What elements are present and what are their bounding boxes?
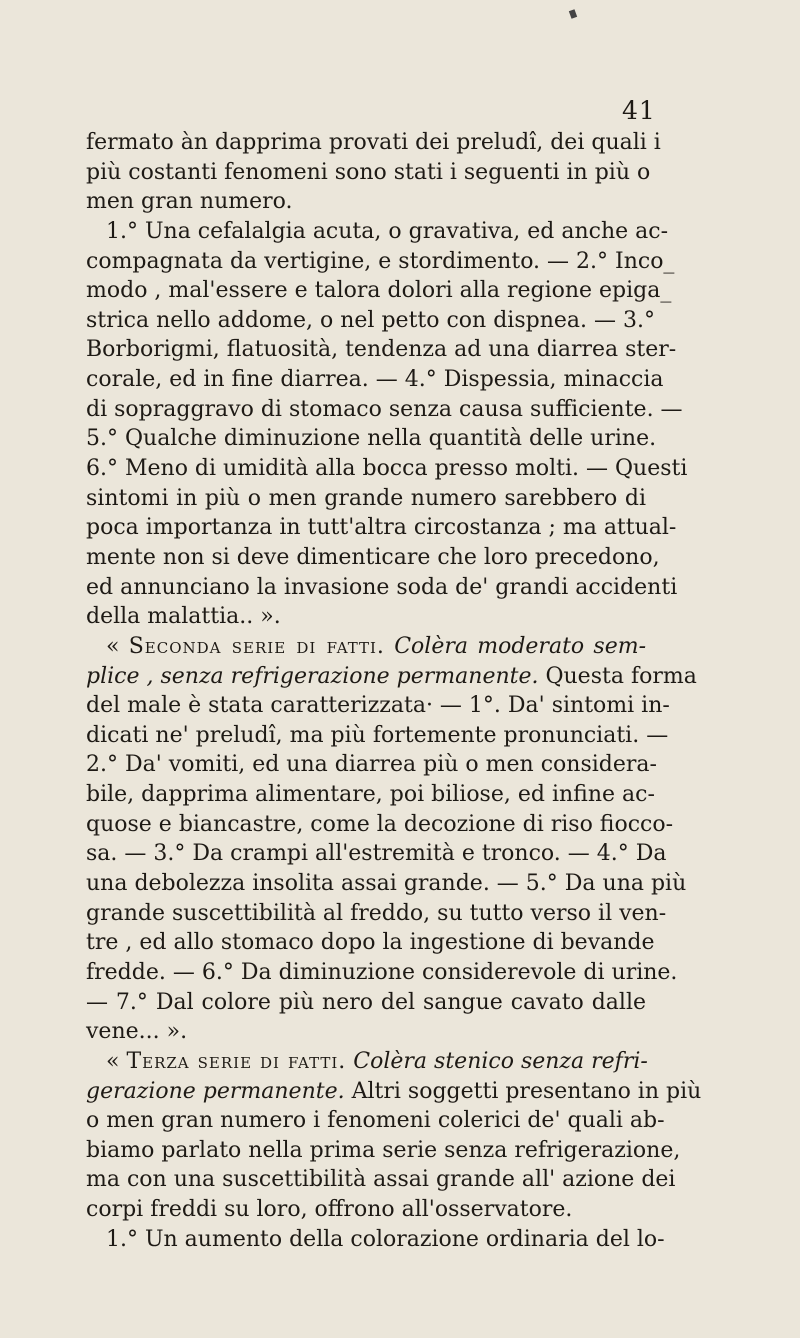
ink-speck: [569, 9, 577, 19]
text-line: [86, 1077, 702, 1107]
text-line: o men gran numero i fenomeni colerici de' quali ab-: [86, 1108, 665, 1134]
text-line: [86, 1047, 646, 1077]
text-line: sa. — 3.° Da crampi all'estremità e tronco. — 4.° Da: [86, 841, 667, 867]
text-line: poca importanza in tutt'altra circostanza ; ma attual-: [86, 515, 677, 541]
text-line: mente non si deve dimenticare che loro precedono,: [86, 544, 660, 570]
text-line: corale, ed in fine diarrea. — 4.° Dispessia, minaccia: [86, 367, 664, 393]
section-heading: Seconda serie di fatti.: [128, 633, 385, 659]
text-segment: Questa forma: [538, 663, 697, 689]
body-text: [86, 128, 702, 1254]
text-line: fredde. — 6.° Da diminuzione considerevole di urine.: [86, 959, 678, 985]
text-line: una debolezza insolita assai grande. — 5.° Da una più: [86, 871, 687, 897]
text-line: compagnata da vertigine, e stordimento. — 2.° Inco_: [86, 248, 675, 274]
page-number: 41: [622, 96, 656, 125]
text-line: quose e biancastre, come la decozione di riso fiocco-: [86, 811, 674, 837]
italic-phrase: Colèra moderato sem-: [394, 633, 647, 659]
text-line: grande suscettibilità al freddo, su tutto verso il ven-: [86, 900, 667, 926]
italic-phrase: gerazione permanente.: [86, 1078, 345, 1104]
text-line: tre , ed allo stomaco dopo la ingestione di bevande: [86, 930, 655, 956]
text-line: del male è stata caratterizzata· — 1°. Da' sintomi in-: [86, 693, 670, 719]
text-line: Borborigmi, flatuosità, tendenza ad una diarrea ster-: [86, 337, 677, 363]
text-segment: «: [106, 1048, 127, 1074]
text-line: 6.° Meno di umidità alla bocca presso molti. — Questi: [86, 456, 688, 482]
text-line: strica nello addome, o nel petto con dispnea. — 3.°: [86, 307, 655, 333]
text-line: di sopraggravo di stomaco senza causa sufficiente. —: [86, 396, 683, 422]
text-line: men gran numero.: [86, 189, 293, 215]
text-line: — 7.° Dal colore più nero del sangue cavato dalle: [86, 989, 646, 1015]
text-line: bile, dapprima alimentare, poi biliose, ed infine ac-: [86, 782, 655, 808]
text-segment: «: [106, 633, 129, 659]
italic-phrase: plice , senza refrigerazione permanente.: [86, 663, 539, 689]
text-line: 1.° Una cefalalgia acuta, o gravativa, ed anche ac-: [106, 218, 669, 244]
text-line: 5.° Qualche diminuzione nella quantità delle urine.: [86, 426, 657, 452]
text-line: fermato àn dapprima provati dei preludî, dei quali i: [86, 130, 661, 155]
text-line: vene... ».: [86, 1019, 188, 1045]
text-line: 1.° Un aumento della colorazione ordinaria del lo-: [106, 1226, 665, 1252]
text-line: [86, 662, 697, 692]
text-line: corpi freddi su loro, offrono all'osservatore.: [86, 1197, 573, 1223]
text-line: 2.° Da' vomiti, ed una diarrea più o men considera-: [86, 752, 657, 778]
section-heading: Terza serie di fatti.: [126, 1048, 347, 1074]
text-line: ma con una suscettibilità assai grande all' azione dei: [86, 1167, 676, 1193]
text-segment: Altri soggetti presentano in più: [344, 1078, 702, 1104]
text-line: della malattia.. ».: [86, 604, 281, 630]
text-line: sintomi in più o men grande numero sarebbero di: [86, 485, 646, 511]
italic-phrase: Colèra stenico senza refri-: [353, 1048, 648, 1074]
text-segment: [385, 634, 394, 659]
text-line: dicati ne' preludî, ma più fortemente pronunciati. —: [86, 722, 669, 748]
text-line: più costanti fenomeni sono stati i seguenti in più o: [86, 159, 651, 185]
text-line: [86, 632, 646, 662]
text-line: biamo parlato nella prima serie senza refrigerazione,: [86, 1137, 681, 1163]
text-line: modo , mal'essere e talora dolori alla regione epiga_: [86, 278, 672, 304]
text-line: ed annunciano la invasione soda de' grandi accidenti: [86, 574, 678, 600]
